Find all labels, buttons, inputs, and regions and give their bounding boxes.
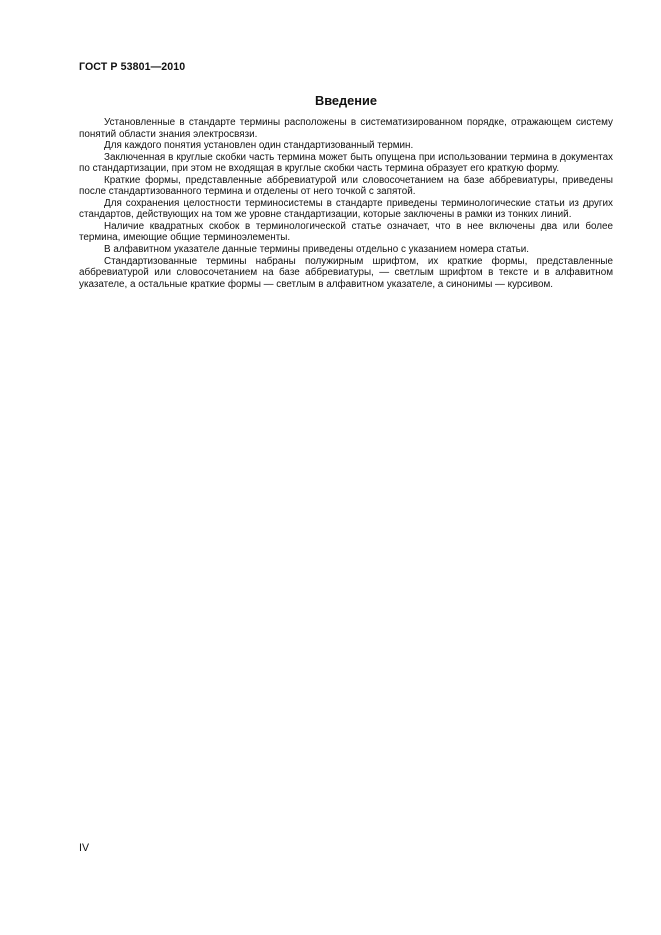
introduction-body (79, 117, 613, 290)
paragraph-short-forms: Краткие формы, представленные аббревиатурой или словосочетанием на базе аббревиатуры, приведены после стандартизованного термина и отделены от него точкой с запятой. (79, 174, 613, 198)
paragraph-alphabetical-index: В алфавитном указателе данные термины приведены отдельно с указанием номера статьи. (104, 244, 530, 256)
paragraph-parentheses: Заключенная в круглые скобки часть термина может быть опущена при использовании термина в документах по стандартизации, при этом не входящая в круглые скобки часть термина образует его краткую форму. (79, 151, 613, 175)
section-title: Введение (314, 93, 377, 108)
paragraph-term-arrangement: Установленные в стандарте термины расположены в систематизированном порядке, отражающем систему понятий области знания электросвязи. (79, 117, 613, 140)
paragraph-square-brackets: Наличие квадратных скобок в терминологической статье означает, что в нее включены два или более термина, имеющие общие терминоэлементы. (79, 220, 613, 244)
paragraph-term-integrity: Для сохранения целостности терминосистемы в стандарте приведены терминологические статьи из других стандартов, действующих на том же уровне стандартизации, которые заключены в рамки из тонких линий. (79, 197, 613, 221)
paragraph-one-term: Для каждого понятия установлен один стандартизованный термин. (104, 140, 414, 152)
standard-number-header: ГОСТ Р 53801—2010 (79, 61, 186, 73)
paragraph-typography: Стандартизованные термины набраны полужирным шрифтом, их краткие формы, представленные аббревиатурой или словосочетанием на базе аббревиатуры, — светлым шрифтом в тексте и в алфавитном указателе, а остальные краткие формы — светлым в алфавитном указателе, а синонимы — курсивом. (79, 255, 613, 290)
page-number: IV (79, 842, 90, 854)
